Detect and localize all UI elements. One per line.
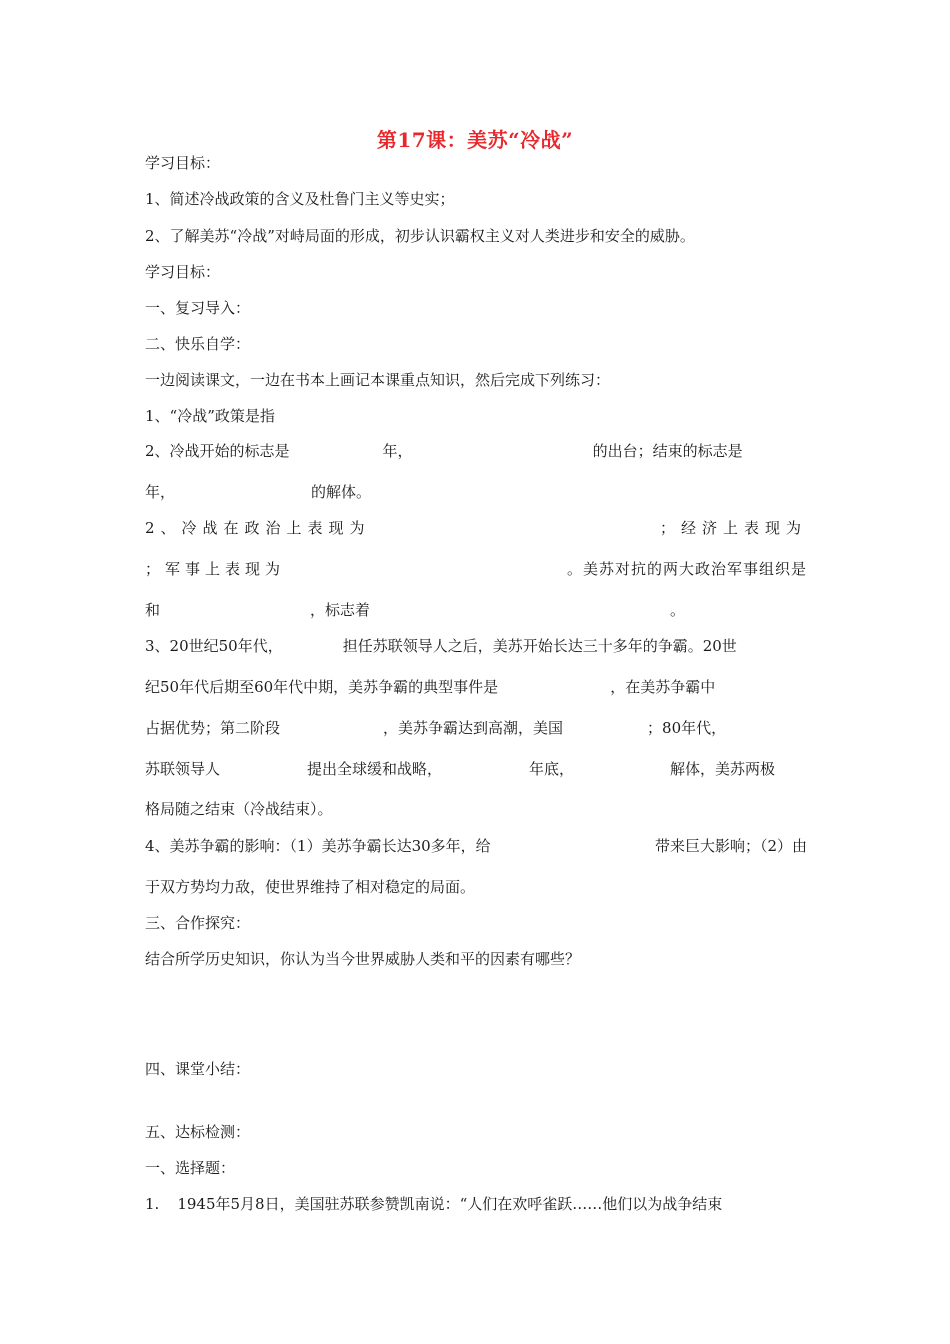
question-4-cont: 于双方势均力敌，使世界维持了相对稳定的局面。 <box>145 878 476 896</box>
section-review: 一、复习导入： <box>145 299 251 317</box>
text-segment: 占据优势；第二阶段 <box>145 719 281 737</box>
section-summary: 四、课堂小结： <box>145 1060 251 1078</box>
question-1: 1、“冷战”政策是指 <box>145 407 275 425</box>
text-segment: 担任苏联领导人之后，美苏开始长达三十多年的争霸。20世 <box>342 637 737 655</box>
objective-1: 1、简述冷战政策的含义及杜鲁门主义等史实； <box>145 190 455 208</box>
question-2a-cont <box>145 481 807 503</box>
text-segment: 和 <box>145 601 161 619</box>
text-segment: 带来巨大影响；（2）由 <box>654 837 807 855</box>
question-3-cont-2 <box>145 717 807 739</box>
objectives-heading: 学习目标： <box>145 154 221 172</box>
text-segment: 年， <box>382 442 413 460</box>
question-3 <box>145 635 807 657</box>
text-segment: 2、冷战开始的标志是 <box>145 442 290 460</box>
self-study-instruction: 一边阅读课文，一边在书本上画记本课重点知识，然后完成下列练习： <box>145 371 611 389</box>
text-segment: 的解体。 <box>311 483 372 501</box>
section-cooperation: 三、合作探究： <box>145 914 251 932</box>
text-segment: 提出全球缓和战略， <box>307 760 443 778</box>
text-segment: 。美苏对抗的两大政治军事组织是 <box>566 560 807 578</box>
question-number: 1. <box>145 1195 160 1213</box>
question-2b <box>145 517 807 539</box>
text-segment: 年底， <box>529 760 575 778</box>
text-segment: ，美苏争霸达到高潮，美国 <box>383 719 564 737</box>
subsection-choice: 一、选择题： <box>145 1159 236 1177</box>
text-segment: ，标志着 <box>310 601 371 619</box>
text-segment: 解体，美苏两极 <box>670 760 776 778</box>
choice-question-1 <box>145 1193 807 1215</box>
text-segment: 苏联领导人 <box>145 760 221 778</box>
objectives-heading-2: 学习目标： <box>145 263 221 281</box>
text-segment: 3、20世纪50年代， <box>145 637 283 655</box>
question-2b-cont <box>145 558 807 580</box>
section-assessment: 五、达标检测： <box>145 1123 251 1141</box>
text-segment: 年， <box>145 483 176 501</box>
question-4 <box>145 835 807 857</box>
text-segment: ；80年代， <box>647 719 727 737</box>
text-segment: 。 <box>670 601 686 619</box>
question-2a <box>145 440 807 462</box>
question-3-cont <box>145 676 807 698</box>
text-segment: ，在美苏争霸中 <box>610 678 716 696</box>
text-segment: ；经济上表现为 <box>659 519 807 537</box>
question-3-cont-3 <box>145 758 807 780</box>
question-2b-cont-2 <box>145 599 807 621</box>
text-segment: 1945年5月8日，美国驻苏联参赞凯南说：“人们在欢呼雀跃……他们以为战争结束 <box>177 1195 723 1213</box>
cooperation-question: 结合所学历史知识，你认为当今世界威胁人类和平的因素有哪些？ <box>145 950 581 968</box>
question-3-end: 格局随之结束（冷战结束）。 <box>145 800 333 818</box>
text-segment: ；军事上表现为 <box>145 560 286 578</box>
section-self-study: 二、快乐自学： <box>145 335 251 353</box>
objective-2: 2、了解美苏“冷战”对峙局面的形成，初步认识霸权主义对人类进步和安全的威胁。 <box>145 227 695 245</box>
text-segment: 4、美苏争霸的影响：（1）美苏争霸长达30多年，给 <box>145 837 491 855</box>
text-segment: 纪50年代后期至60年代中期，美苏争霸的典型事件是 <box>145 678 499 696</box>
lesson-title: 第17课：美苏“冷战” <box>376 128 574 152</box>
text-segment: 的出台；结束的标志是 <box>592 442 743 460</box>
text-segment: 2、冷战在政治上表现为 <box>145 519 371 537</box>
